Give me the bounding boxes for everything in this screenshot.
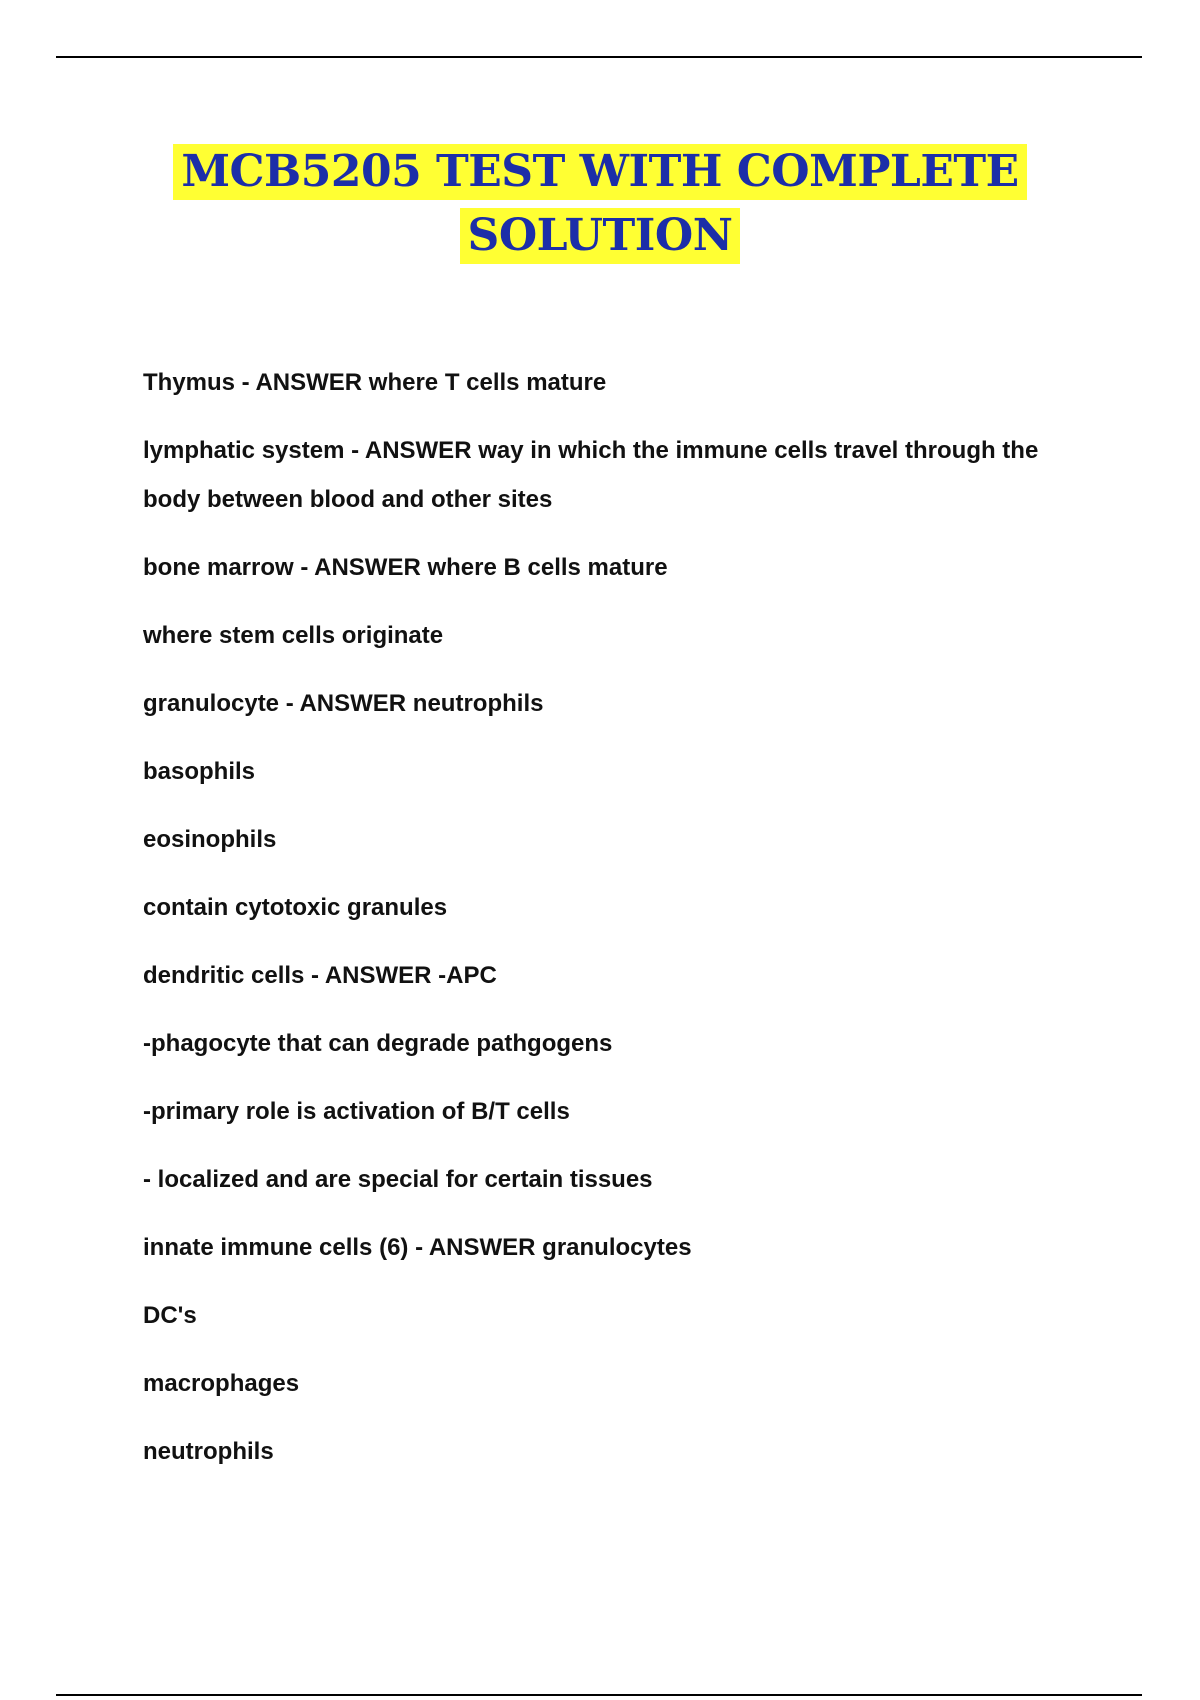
qa-entry: contain cytotoxic granules (143, 894, 448, 921)
document-title (0, 144, 1200, 272)
qa-entry: granulocyte - ANSWER neutrophils (143, 690, 544, 717)
qa-entry: DC's (143, 1302, 197, 1329)
qa-entry: lymphatic system - ANSWER way in which the immune cells travel through the body between blood and other sites (143, 437, 1039, 513)
qa-entry: dendritic cells - ANSWER -APC (143, 962, 497, 989)
top-divider (56, 56, 1142, 58)
qa-entry: where stem cells originate (143, 622, 444, 649)
qa-entry: Thymus - ANSWER where T cells mature (143, 369, 607, 396)
bottom-divider (56, 1694, 1142, 1696)
qa-list (143, 358, 1083, 1495)
qa-entry: basophils (143, 758, 256, 785)
qa-entry: eosinophils (143, 826, 277, 853)
qa-entry: neutrophils (143, 1438, 274, 1465)
qa-entry: innate immune cells (6) - ANSWER granulocytes (143, 1234, 692, 1261)
qa-entry: -phagocyte that can degrade pathgogens (143, 1030, 613, 1057)
qa-entry: macrophages (143, 1370, 300, 1397)
qa-entry: -primary role is activation of B/T cells (143, 1098, 570, 1125)
qa-entry: bone marrow - ANSWER where B cells mature (143, 554, 668, 581)
qa-entry: - localized and are special for certain tissues (143, 1166, 653, 1193)
title-line-1: MCB5205 TEST WITH COMPLETE (173, 144, 1026, 200)
title-line-2: SOLUTION (460, 208, 741, 264)
